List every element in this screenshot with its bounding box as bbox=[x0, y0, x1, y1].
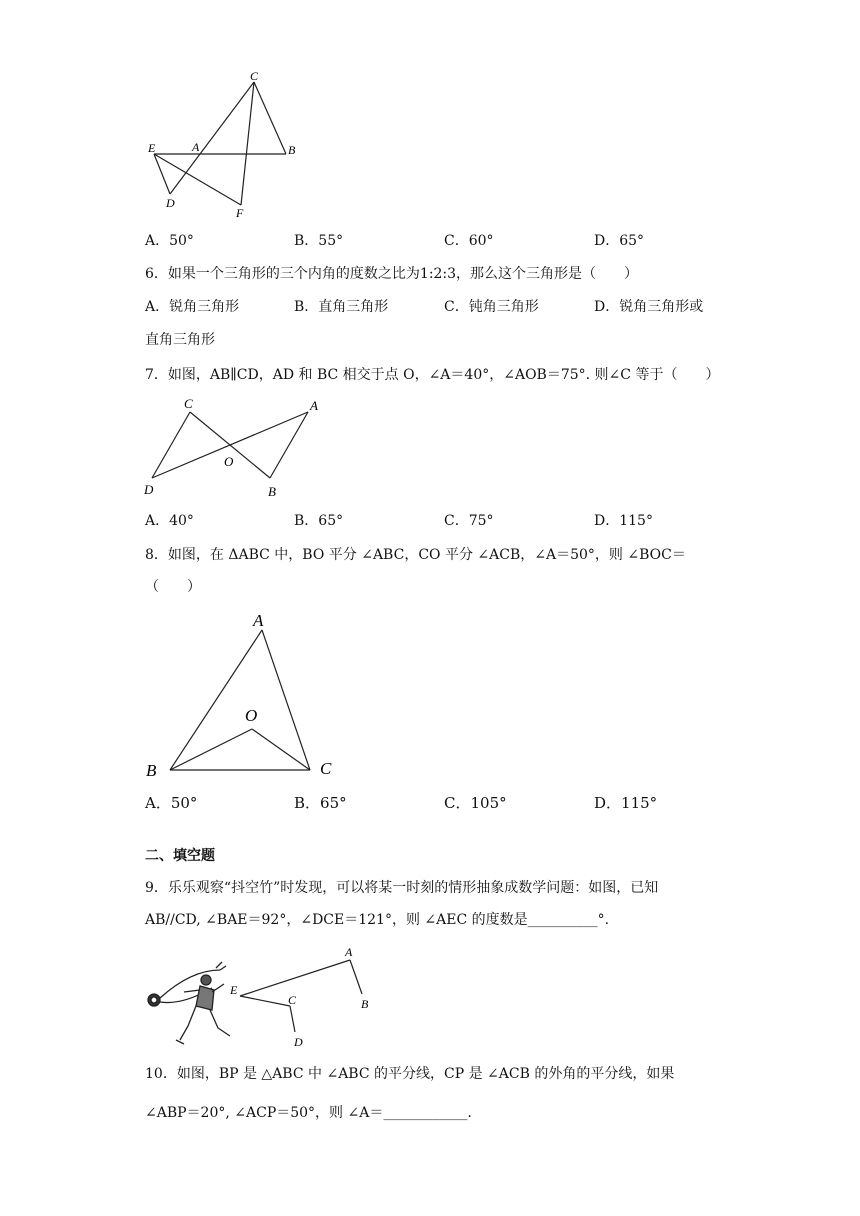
q6-option-d-continued: 直角三角形 bbox=[145, 332, 215, 348]
q10-question: 10．如图，BP 是 △ABC 中 ∠ABC 的平分线，CP 是 ∠ACB 的外角的平分线，如果 bbox=[145, 1066, 675, 1082]
q7-label-b: B bbox=[268, 484, 276, 499]
q6-option-a: A．锐角三角形 bbox=[145, 299, 240, 315]
q8-label-a: A bbox=[253, 611, 264, 630]
kongzhu-player-illustration bbox=[148, 962, 230, 1044]
q5-label-a: A bbox=[192, 140, 200, 154]
q7-figure bbox=[138, 392, 338, 504]
q6-option-d: D．锐角三角形或 bbox=[594, 299, 704, 315]
q9-label-a: A bbox=[345, 945, 353, 959]
q5-label-d: D bbox=[166, 196, 175, 210]
q7-option-d: D．115° bbox=[594, 513, 653, 529]
q5-option-a: A．50° bbox=[145, 233, 194, 249]
q10-question-continued: ∠ABP＝20°, ∠ACP＝50°，则 ∠A＝____________. bbox=[145, 1105, 472, 1121]
q9-label-d: D bbox=[294, 1035, 303, 1049]
q9-figure bbox=[140, 940, 390, 1055]
q7-label-o: O bbox=[224, 454, 234, 469]
q5-option-b: B．55° bbox=[294, 233, 344, 249]
section-heading: 二、填空题 bbox=[145, 848, 215, 864]
q7-option-c: C．75° bbox=[444, 513, 494, 529]
q5-figure bbox=[140, 62, 310, 222]
q5-label-b: B bbox=[288, 143, 296, 157]
q8-question: 8．如图，在 ΔABC 中，BO 平分 ∠ABC，CO 平分 ∠ACB，∠A＝50°，则 ∠BOC＝ bbox=[145, 547, 686, 563]
q7-question: 7．如图，AB∥CD，AD 和 BC 相交于点 O，∠A＝40°，∠AOB＝75°. 则∠C 等于（ ） bbox=[145, 367, 720, 383]
q8-figure bbox=[140, 606, 350, 786]
q8-option-a: A．50° bbox=[145, 794, 198, 812]
q8-question-continued: （ ） bbox=[145, 579, 201, 595]
q8-option-b: B．65° bbox=[294, 794, 347, 812]
q9-label-c: C bbox=[288, 993, 297, 1007]
q9-label-e: E bbox=[230, 983, 238, 997]
q5-option-c: C．60° bbox=[444, 233, 494, 249]
q8-label-b: B bbox=[146, 761, 157, 780]
q6-option-c: C．钝角三角形 bbox=[444, 299, 539, 315]
q8-label-o: O bbox=[245, 706, 258, 725]
q5-option-d: D．65° bbox=[594, 233, 645, 249]
q7-option-a: A．40° bbox=[145, 513, 194, 529]
q9-question: 9．乐乐观察“抖空竹”时发现，可以将某一时刻的情形抽象成数学问题：如图，已知 bbox=[145, 880, 659, 896]
q5-label-e: E bbox=[148, 141, 156, 155]
q7-option-b: B．65° bbox=[294, 513, 344, 529]
q5-label-f: F bbox=[236, 206, 244, 220]
q6-question: 6．如果一个三角形的三个内角的度数之比为1:2:3，那么这个三角形是（ ） bbox=[145, 266, 639, 282]
q5-label-c: C bbox=[250, 69, 259, 83]
q8-option-c: C．105° bbox=[444, 794, 507, 812]
q6-option-b: B．直角三角形 bbox=[294, 299, 389, 315]
q9-label-b: B bbox=[361, 997, 369, 1011]
q7-label-d: D bbox=[144, 482, 154, 497]
q7-label-a: A bbox=[310, 398, 318, 413]
q8-label-c: C bbox=[320, 759, 332, 778]
q8-option-d: D．115° bbox=[594, 794, 658, 812]
q7-label-c: C bbox=[184, 396, 193, 411]
q9-question-continued: AB//CD, ∠BAE＝92°，∠DCE＝121°，则 ∠AEC 的度数是__________°. bbox=[145, 912, 610, 928]
